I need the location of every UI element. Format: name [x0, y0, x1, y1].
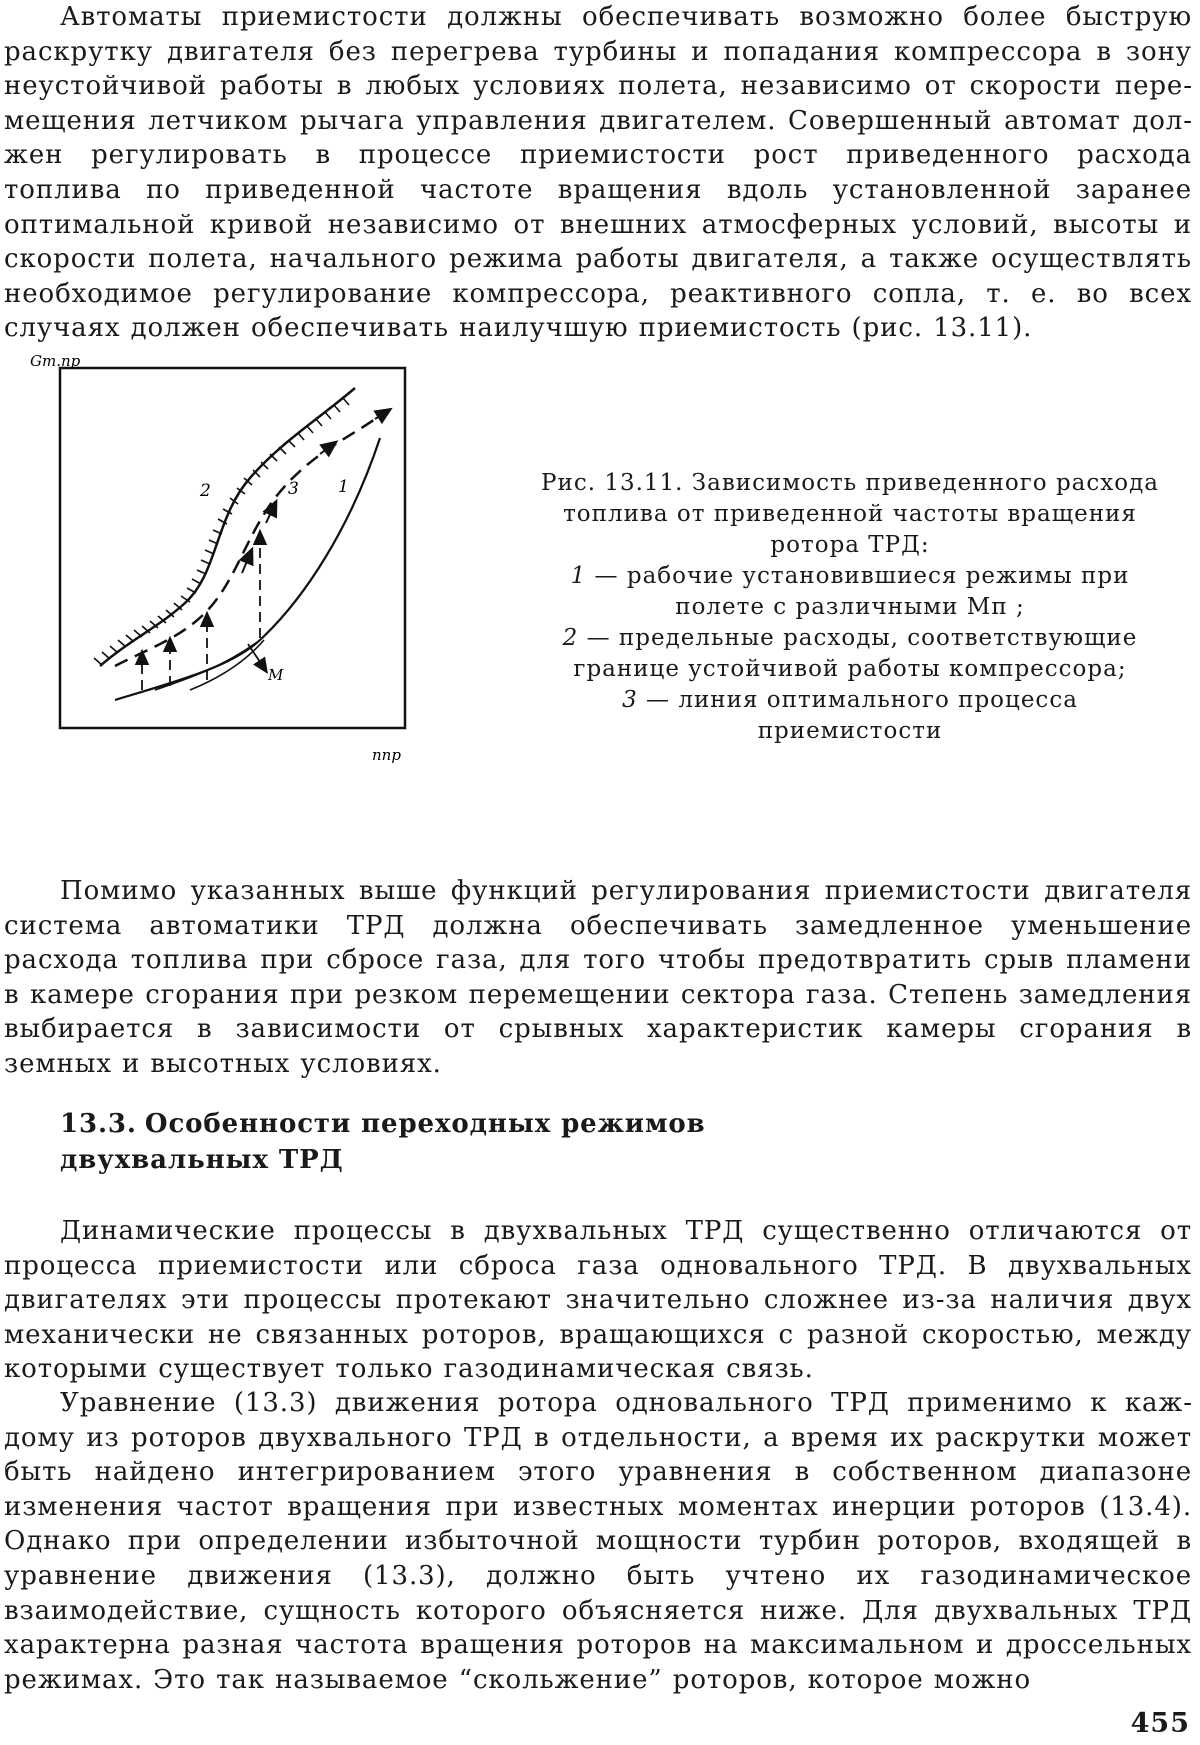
caption-item-2-text: — предельные расходы, соответствующие границе устойчивой работы компрессора; — [573, 625, 1138, 682]
section-title-line-1: Особенности переходных режимов — [144, 1109, 706, 1139]
x-axis-label: nпр — [372, 746, 401, 764]
curve-3-arrow-d — [375, 412, 386, 419]
caption-item-2-num: 2 — [562, 625, 579, 651]
fuel-flow-diagram — [20, 352, 480, 848]
curve-3-arrow-a — [242, 554, 250, 573]
fuel-step-arrows — [142, 536, 260, 690]
caption-item-2 — [530, 623, 1170, 685]
caption-item-1 — [530, 561, 1170, 623]
paragraph-dynamic-processes: Динамические процессы в двухвальных ТРД существенно отличаются от процесса приемистости или сброса газа одновального ТРД. В двухвальных двигателях эти процессы протекают значительно сложнее из-за наличия двух механически не связанных роторов, вращающихся с разной скоростью, между которыми существует только газодинамическая связь. — [4, 1216, 1192, 1385]
curve-3-arrow-c — [320, 445, 332, 454]
curve-mach-b — [190, 640, 264, 690]
curve-label-3: 3 — [288, 479, 299, 499]
curve-label-2: 2 — [200, 481, 211, 501]
caption-item-1-text: — рабочие установившиеся режимы при полете с различными — [594, 563, 1130, 620]
curve-label-1: 1 — [338, 477, 349, 497]
figure-caption — [530, 468, 1170, 747]
figure-13-11 — [20, 352, 480, 848]
paragraph-rotor-equation: Уравнение (13.3) движения ротора одновального ТРД применимо к каждому из роторов двухвального ТРД в отдельности, а время их раскрутки может быть найдено интегрированием этого уравнения в собственном диапазоне изменения частот вращения при известных моментах инерции роторов (13.4). Однако при определении избыточной мощности турбин роторов, входящей в уравнение движения (13.3), должно быть учтено их газодинамическое взаимодействие, сущность которого объясняется ниже. Для двухвальных ТРД характерна разная частота вращения роторов на максимальном и дроссельных режимах. Это так называемое “скольжение” роторов, которое можно — [4, 1388, 1192, 1695]
caption-item-3-text: — линия оптимального процесса приемистости — [646, 687, 1078, 744]
paragraph-acceleration-automats: Автоматы приемистости должны обеспечивать возможно более быструю раскрутку двигателя без перегрева турбины и попадания компрессора в зону неустойчивой работы в любых условиях полета, независимо от скорости перемещения летчиком рычага управления двигателем. Совершенный автомат должен регулировать в процессе приемистости рост приведенного расхода топлива по приведенной частоте вращения вдоль установленной заранее оптимальной кривой независимо от внешних атмосферных условий, высоты и скорости полета, начального режима работы двигателя, а также осуществлять необходимое регулирование компрессора, реактивного сопла, т. е. во всех случаях должен обеспечивать наилучшую приемистость (рис. 13.11). — [4, 2, 1192, 344]
y-axis-label: Gт.пр — [30, 352, 81, 370]
section-heading — [60, 1106, 760, 1178]
curve-2-surge-limit — [100, 388, 355, 666]
page-number: 455 — [1130, 1708, 1190, 1739]
caption-item-1-end: ; — [1016, 594, 1025, 620]
curve-3-optimal-acceleration — [115, 414, 382, 666]
section-number: 13.3. — [60, 1109, 137, 1139]
caption-item-1-symbol: Mп — [966, 594, 1008, 620]
paragraph-deceleration: Помимо указанных выше функций регулирования приемистости двигателя система автоматики ТРД должна обеспечивать замедленное уменьшение расхода топлива при сбросе газа, для того чтобы предотвратить срыв пламени в камере сгорания при резком перемещении сектора газа. Степень замедления выбирается в зависимости от срывных характеристик камеры сгорания в земных и высотных условиях. — [4, 876, 1192, 1079]
curve-label-m: M — [268, 666, 284, 684]
caption-item-3-num: 3 — [622, 687, 638, 713]
caption-item-3 — [530, 685, 1170, 747]
plot-frame — [60, 368, 405, 728]
section-title-line-2: двухвальных ТРД — [60, 1145, 344, 1175]
caption-title: Рис. 13.11. Зависимость приведенного расхода топлива от приведенной частоты вращения ротора ТРД: — [541, 470, 1159, 558]
caption-item-1-num: 1 — [570, 563, 587, 589]
